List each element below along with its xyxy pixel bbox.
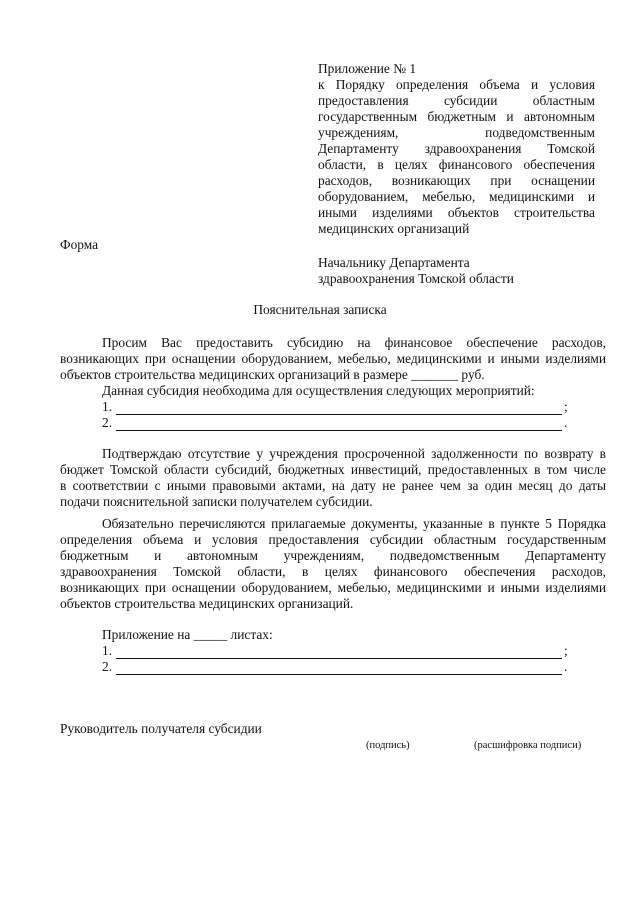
addressee-line: здравоохранения Томской области — [318, 271, 514, 286]
activity-end: . — [564, 415, 568, 430]
attachment-item — [60, 643, 606, 659]
attachment-number: 1. — [102, 643, 113, 658]
signature-title: Руководитель получателя субсидии — [60, 721, 262, 736]
addressee-line: Начальнику Департамента — [318, 255, 470, 270]
activity-item — [60, 399, 606, 415]
appendix-number: Приложение № 1 — [318, 61, 417, 76]
attachment-block — [60, 627, 606, 675]
attachment-blank-field[interactable] — [116, 663, 562, 675]
signature-decode-caption: (расшифровка подписи) — [474, 740, 582, 751]
attachment-label — [60, 627, 606, 643]
confirm-paragraph — [60, 446, 606, 510]
appendix-line: к Порядку определения объема и условия — [318, 77, 595, 92]
attachment-end: . — [564, 659, 568, 674]
paragraph-line: здравоохранения Томской области, в целях финансового обеспечения расходов, — [60, 564, 606, 579]
request-text: объектов строительства медицинских организаций в размере — [60, 367, 408, 382]
attachment-suffix: листах: — [230, 627, 273, 642]
sheets-blank[interactable]: _____ — [193, 627, 228, 642]
document-title: Пояснительная записка — [253, 302, 387, 317]
attachment-blank-field[interactable] — [116, 647, 562, 659]
paragraph-line: объектов строительства медицинских организаций. — [60, 596, 354, 611]
appendix-line: расходов, возникающих при оснащении — [318, 173, 595, 188]
paragraph-line — [60, 367, 606, 383]
activity-item — [60, 415, 606, 431]
appendix-line: иными изделиями объектов строительства — [318, 205, 595, 220]
activity-number: 1. — [102, 399, 113, 414]
attachment-item — [60, 659, 606, 675]
attachment-end: ; — [564, 643, 568, 658]
activity-number: 2. — [102, 415, 113, 430]
paragraph-line: определения объема и условия предоставления субсидии областным государственным — [60, 532, 606, 547]
paragraph-line: в соответствии с иными правовыми актами, на дату не ранее чем за один месяц до даты — [60, 478, 606, 493]
appendix-line: государственным бюджетным и автономным — [318, 109, 595, 124]
signature-caption: (подпись) — [366, 740, 410, 751]
attachment-number: 2. — [102, 659, 113, 674]
appendix-line: учреждениям, подведомственным — [318, 125, 595, 140]
appendix-line: предоставления субсидии областным — [318, 93, 595, 108]
documents-paragraph — [60, 516, 606, 612]
appendix-line: Департаменту здравоохранения Томской — [318, 141, 595, 156]
form-label: Форма — [60, 237, 99, 252]
paragraph-line: Подтверждаю отсутствие у учреждения просроченной задолженности по возврату в — [102, 446, 606, 461]
attachment-prefix: Приложение на — [102, 627, 191, 642]
appendix-line: оборудованием, мебелью, медицинскими и — [318, 189, 595, 204]
request-paragraph — [60, 335, 606, 431]
appendix-line: области, в целях финансового обеспечения — [318, 157, 595, 172]
paragraph-line: возникающих при оснащении оборудованием, мебелью, медицинскими и иными изделиями — [60, 351, 606, 366]
amount-blank[interactable]: _______ — [411, 367, 459, 382]
currency-label: руб. — [461, 367, 485, 382]
paragraph-line: возникающих при оснащении оборудованием, мебелью, медицинскими и иными изделиями — [60, 580, 606, 595]
activity-blank-field[interactable] — [116, 419, 562, 431]
paragraph-line: подачи пояснительной записки получателем субсидии. — [60, 494, 373, 509]
activities-intro: Данная субсидия необходима для осуществления следующих мероприятий: — [102, 383, 535, 398]
paragraph-line: Обязательно перечисляются прилагаемые документы, указанные в пункте 5 Порядка — [102, 516, 606, 531]
activity-end: ; — [564, 399, 568, 414]
paragraph-line: Просим Вас предоставить субсидию на финансовое обеспечение расходов, — [102, 335, 606, 350]
paragraph-line: бюджет Томской области субсидий, бюджетных инвестиций, предоставленных в том числе — [60, 462, 606, 477]
activity-blank-field[interactable] — [116, 403, 562, 415]
appendix-header — [318, 61, 595, 237]
appendix-line: медицинских организаций — [318, 221, 470, 236]
paragraph-line: бюджетным и автономным учреждениям, подведомственным Департаменту — [60, 548, 606, 563]
addressee — [318, 255, 514, 287]
